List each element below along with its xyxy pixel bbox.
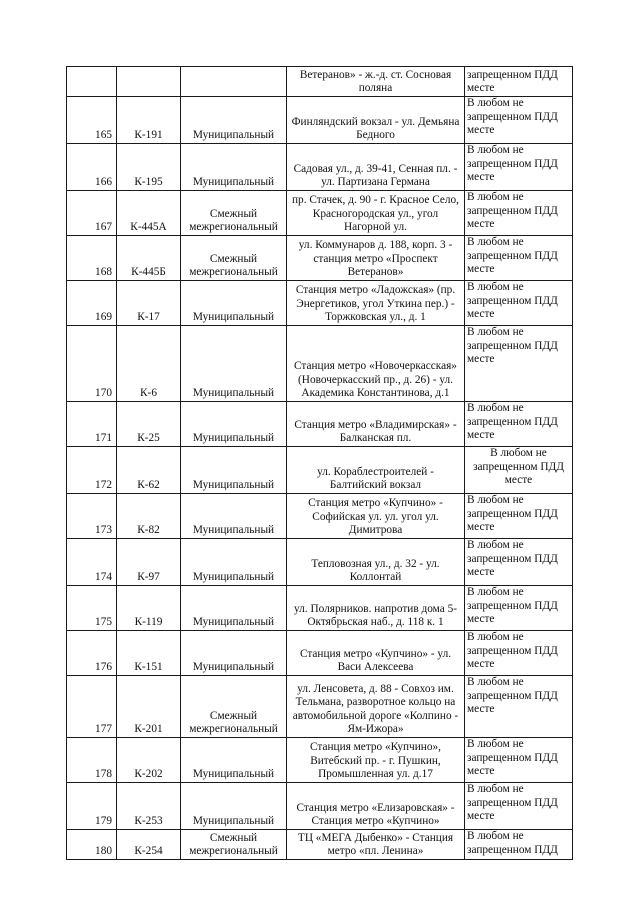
stop-rule-cell: В любом не запрещенном ПДД: [465, 830, 573, 860]
route-path-cell: Станция метро «Новочеркасская» (Новочеркасский пр., д. 26) - ул. Академика Константинова, д.1: [287, 326, 465, 402]
stop-rule-cell: В любом не запрещенном ПДД месте: [465, 783, 573, 830]
route-code-cell: К-97: [117, 539, 181, 586]
row-number-cell: 165: [67, 97, 117, 144]
route-path-cell: Тепловозная ул., д. 32 - ул. Коллонтай: [287, 539, 465, 586]
routes-table: [66, 66, 573, 860]
route-code-cell: К-17: [117, 281, 181, 326]
route-code-cell: К-201: [117, 676, 181, 738]
stop-rule-cell: запрещенном ПДД месте: [465, 67, 573, 97]
route-path-cell: ул. Полярников. напротив дома 5- Октябрьская наб., д. 118 к. 1: [287, 586, 465, 631]
table-row: [67, 144, 573, 191]
stop-rule-cell: В любом не запрещенном ПДД месте: [465, 586, 573, 631]
stop-rule-cell: В любом не запрещенном ПДД месте: [465, 447, 573, 494]
stop-rule-cell: В любом не запрещенном ПДД месте: [465, 631, 573, 676]
route-path-cell: Станция метро «Владимирская» - Балканская пл.: [287, 402, 465, 447]
table-row: [67, 281, 573, 326]
stop-rule-cell: В любом не запрещенном ПДД месте: [465, 539, 573, 586]
route-code-cell: К-62: [117, 447, 181, 494]
route-type-cell: Муниципальный: [181, 783, 287, 830]
route-path-cell: ул. Коммунаров д. 188, корп. 3 - станция метро «Проспект Ветеранов»: [287, 236, 465, 281]
row-number-cell: 166: [67, 144, 117, 191]
route-path-cell: Станция метро «Елизаровская» - Станция метро «Купчино»: [287, 783, 465, 830]
row-number-cell: 177: [67, 676, 117, 738]
row-number-cell: 179: [67, 783, 117, 830]
route-path-cell: ул. Ленсовета, д. 88 - Совхоз им. Тельмана, разворотное кольцо на автомобильной дороге «Колпино - Ям-Ижора»: [287, 676, 465, 738]
route-type-cell: Смежный межрегиональный: [181, 191, 287, 236]
row-number-cell: [67, 67, 117, 97]
route-code-cell: К-82: [117, 494, 181, 539]
route-type-cell: Муниципальный: [181, 326, 287, 402]
table-row: [67, 783, 573, 830]
route-type-cell: Муниципальный: [181, 738, 287, 783]
route-path-cell: ул. Кораблестроителей - Балтийский вокзал: [287, 447, 465, 494]
row-number-cell: 172: [67, 447, 117, 494]
row-number-cell: 180: [67, 830, 117, 860]
stop-rule-cell: В любом не запрещенном ПДД месте: [465, 236, 573, 281]
stop-rule-cell: В любом не запрещенном ПДД месте: [465, 144, 573, 191]
route-type-cell: Смежный межрегиональный: [181, 676, 287, 738]
route-code-cell: К-195: [117, 144, 181, 191]
row-number-cell: 167: [67, 191, 117, 236]
route-path-cell: Ветеранов» - ж.-д. ст. Сосновая поляна: [287, 67, 465, 97]
route-type-cell: Смежный межрегиональный: [181, 236, 287, 281]
table-row: [67, 326, 573, 402]
table-row: [67, 494, 573, 539]
row-number-cell: 178: [67, 738, 117, 783]
route-code-cell: [117, 67, 181, 97]
table-row: [67, 676, 573, 738]
stop-rule-cell: В любом не запрещенном ПДД месте: [465, 281, 573, 326]
table-row: [67, 586, 573, 631]
route-type-cell: Муниципальный: [181, 144, 287, 191]
row-number-cell: 171: [67, 402, 117, 447]
table-body: [67, 67, 573, 860]
route-type-cell: Муниципальный: [181, 97, 287, 144]
route-type-cell: Муниципальный: [181, 281, 287, 326]
route-code-cell: К-253: [117, 783, 181, 830]
table-row: [67, 631, 573, 676]
table-row: [67, 830, 573, 860]
table-row: [67, 236, 573, 281]
table-row: [67, 191, 573, 236]
table-row: [67, 539, 573, 586]
route-path-cell: Станция метро «Купчино» - ул. Васи Алексеева: [287, 631, 465, 676]
route-type-cell: Муниципальный: [181, 631, 287, 676]
row-number-cell: 176: [67, 631, 117, 676]
table-row: [67, 402, 573, 447]
route-type-cell: [181, 67, 287, 97]
route-type-cell: Муниципальный: [181, 586, 287, 631]
row-number-cell: 170: [67, 326, 117, 402]
route-code-cell: К-151: [117, 631, 181, 676]
route-code-cell: К-25: [117, 402, 181, 447]
route-code-cell: К-6: [117, 326, 181, 402]
route-path-cell: ТЦ «МЕГА Дыбенко» - Станция метро «пл. Ленина»: [287, 830, 465, 860]
route-path-cell: Станция метро «Купчино», Витебский пр. - г. Пушкин, Промышленная ул. д.17: [287, 738, 465, 783]
route-type-cell: Муниципальный: [181, 539, 287, 586]
table-row: [67, 738, 573, 783]
route-path-cell: Садовая ул., д. 39-41, Сенная пл. - ул. Партизана Германа: [287, 144, 465, 191]
table-row: [67, 97, 573, 144]
row-number-cell: 169: [67, 281, 117, 326]
route-code-cell: К-445Б: [117, 236, 181, 281]
row-number-cell: 174: [67, 539, 117, 586]
route-path-cell: Финляндский вокзал - ул. Демьяна Бедного: [287, 97, 465, 144]
stop-rule-cell: В любом не запрещенном ПДД месте: [465, 191, 573, 236]
route-path-cell: Станция метро «Ладожская» (пр. Энергетиков, угол Уткина пер.) - Торжковская ул., д. 1: [287, 281, 465, 326]
route-path-cell: Станция метро «Купчино» - Софийская ул. ул. угол ул. Димитрова: [287, 494, 465, 539]
row-number-cell: 168: [67, 236, 117, 281]
table-row: [67, 447, 573, 494]
route-code-cell: К-445А: [117, 191, 181, 236]
row-number-cell: 173: [67, 494, 117, 539]
stop-rule-cell: В любом не запрещенном ПДД месте: [465, 676, 573, 738]
route-code-cell: К-202: [117, 738, 181, 783]
route-type-cell: Смежный межрегиональный: [181, 830, 287, 860]
routes-table-container: [66, 66, 572, 860]
route-type-cell: Муниципальный: [181, 494, 287, 539]
route-code-cell: К-254: [117, 830, 181, 860]
route-code-cell: К-191: [117, 97, 181, 144]
route-code-cell: К-119: [117, 586, 181, 631]
route-type-cell: Муниципальный: [181, 402, 287, 447]
row-number-cell: 175: [67, 586, 117, 631]
stop-rule-cell: В любом не запрещенном ПДД месте: [465, 738, 573, 783]
stop-rule-cell: В любом не запрещенном ПДД месте: [465, 494, 573, 539]
stop-rule-cell: В любом не запрещенном ПДД месте: [465, 326, 573, 402]
route-path-cell: пр. Стачек, д. 90 - г. Красное Село, Красногородская ул., угол Нагорной ул.: [287, 191, 465, 236]
stop-rule-cell: В любом не запрещенном ПДД месте: [465, 97, 573, 144]
route-type-cell: Муниципальный: [181, 447, 287, 494]
stop-rule-cell: В любом не запрещенном ПДД месте: [465, 402, 573, 447]
table-row: [67, 67, 573, 97]
